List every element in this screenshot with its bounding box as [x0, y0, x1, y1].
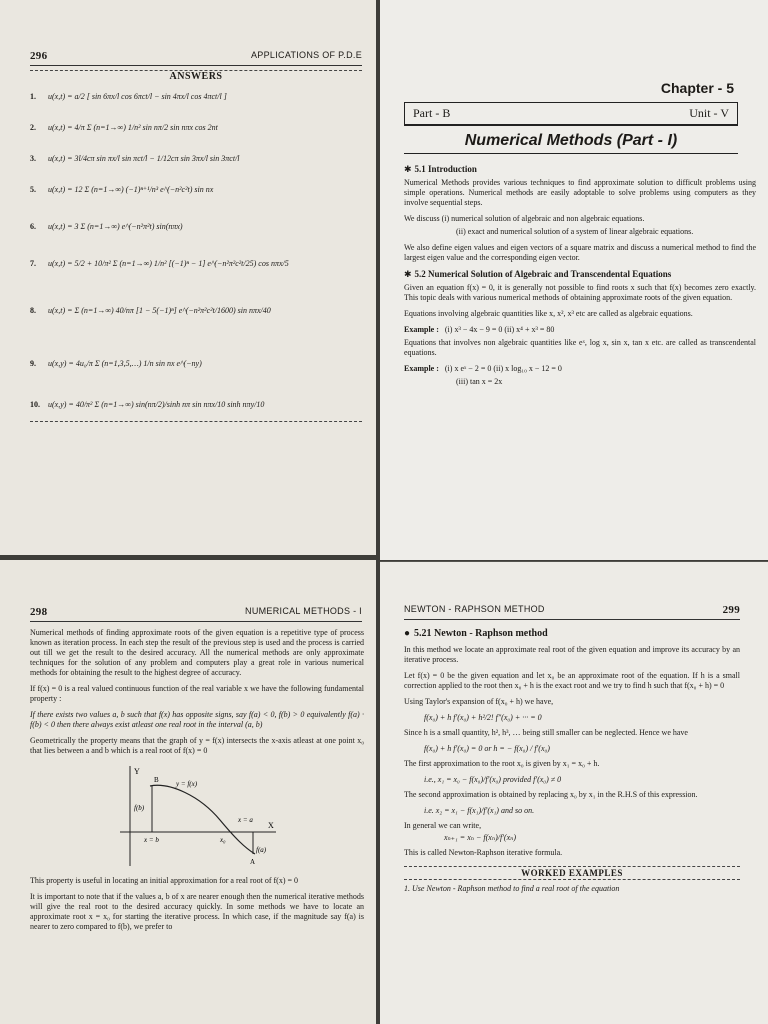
paragraph: This is called Newton-Raphson iterative formula. — [404, 848, 563, 857]
example-line: (iii) tan x = 2x — [456, 377, 503, 386]
formula: i.e. x₂ = x₁ − f(x₁)/f′(x₁) and so on. — [424, 806, 535, 815]
answer-item: 5. u(x,t) = 12 Σ (n=1→∞) (−1)ⁿ⁺¹/n³ e^(−n²c²t) sin nx — [30, 185, 214, 194]
paragraph: We discuss (i) numerical solution of algebraic and non algebraic equations. — [404, 214, 645, 223]
formula: i.e., x₁ = x₀ − f(x₀)/f′(x₀) provided f′(x₀) ≠ 0 — [424, 775, 562, 784]
running-head-text: NEWTON - RAPHSON METHOD — [404, 604, 545, 614]
paragraph: It is important to note that if the values a, b of x are nearer enough then the numerical iterative methods will give the real root to the desired accuracy quickly. In some methods we have to locate an approximate root x = x₀ for starting the iterative process. In which case, if the magnitude say f(a) is nearer to zero compared to f(b), we prefer to — [30, 892, 364, 931]
paragraph: 1. Use Newton - Raphson method to find a real root of the equation — [404, 884, 620, 893]
paragraph: Equations that involves non algebraic quantities like eˣ, log x, sin x, tan x etc. are called as transcendental equations. — [404, 338, 756, 357]
answers-list — [30, 92, 362, 409]
answer-item: 3. u(x,t) = 3l/4cπ sin πx/l sin πct/l − 1/12cπ sin 3πx/l sin 3πct/l — [30, 154, 240, 163]
answer-item: 10. u(x,y) = 40/π² Σ (n=1→∞) sin(nπ/2)/sinh nπ sin nπx/10 sinh nπy/10 — [30, 400, 265, 409]
page-299 — [380, 562, 768, 1024]
chapter-title: Numerical Methods (Part - I) — [404, 132, 738, 154]
example-line: Example : (i) x³ − 4x − 9 = 0 (ii) x⁴ + x³ = 80 — [404, 325, 555, 334]
running-head-text: APPLICATIONS OF P.D.E — [251, 50, 362, 60]
y-axis-label: Y — [134, 767, 140, 776]
paragraph: In this method we locate an approximate real root of the given equation and improve its accuracy by an iterative process. — [404, 645, 740, 664]
page-296 — [0, 0, 376, 555]
root-diagram — [110, 762, 280, 870]
paragraph: If there exists two values a, b such that f(x) has opposite signs, say f(a) < 0, f(b) > 0 equivalently f(a) · f(b) < 0 then there always exist atleast one real root in the interval (a, b) — [30, 710, 364, 729]
paragraph: (ii) exact and numerical solution of a system of linear algebraic equations. — [456, 227, 694, 236]
x-axis-label: X — [268, 821, 274, 830]
section-heading: ✱ 5.1 Introduction — [404, 164, 477, 174]
running-head-text: NUMERICAL METHODS - I — [245, 606, 362, 616]
point-b-label: B — [154, 776, 159, 784]
answers-title: ANSWERS — [169, 71, 223, 82]
page-298 — [0, 560, 376, 1024]
root-figure — [110, 762, 280, 870]
paragraph: Equations involving algebraic quantities like x, x², x³ etc are called as algebraic equations. — [404, 309, 693, 318]
x0-label: x₀ — [220, 836, 226, 844]
worked-examples-heading: WORKED EXAMPLES — [404, 866, 740, 880]
chapter-label: Chapter - 5 — [660, 80, 734, 96]
paragraph: Let f(x) = 0 be the given equation and let x₀ be an approximate root of the equation. If h is a small correction applied to the root then x₀ + h is the exact root and we try to find h such that f(x₀ + h) = 0 — [404, 671, 740, 690]
paragraph: Geometrically the property means that the graph of y = f(x) intersects the x-axis atleast at one point x₀ that lies between a and b which is a real root of f(x) = 0 — [30, 736, 364, 755]
xa-label: x = a — [238, 816, 253, 824]
paragraph: Numerical methods of finding approximate roots of the given equation is a repetitive type of process known as iteration process. In each step the result of the previous step is used and the process is carried out till we get the result to the desired accuracy. All the numerical methods are only approximate techniques for the solution of any problem and computers play a great role in various numerical methods for obtaining the result to the highest degree of accuracy. — [30, 628, 364, 677]
answer-item: 9. u(x,y) = 4u₀/π Σ (n=1,3,5,…) 1/n sin nx e^(−ny) — [30, 359, 202, 368]
answer-item: 7. u(x,t) = 5/2 + 10/π² Σ (n=1→∞) 1/n² [(−1)ⁿ − 1] e^(−n²π²c²t/25) cos nπx/5 — [30, 259, 289, 268]
part-label: Part - B — [413, 106, 451, 120]
unit-label: Unit - V — [689, 106, 729, 120]
paragraph: If f(x) = 0 is a real valued continuous function of the real variable x we have the following fundamental property : — [30, 684, 364, 703]
formula: f(x₀) + h f′(x₀) = 0 or h = − f(x₀) / f′(x₀) — [424, 744, 550, 753]
paragraph: We also define eigen values and eigen vectors of a square matrix and discuss a numerical method to find the largest eigen value and the corresponding eigen vector. — [404, 243, 756, 262]
formula: xₙ₊₁ = xₙ − f(xₙ)/f′(xₙ) — [444, 833, 517, 842]
answer-item: 6. u(x,t) = 3 Σ (n=1→∞) e^(−n²π²t) sin(nπx) — [30, 222, 183, 231]
section-heading: ✱ 5.2 Numerical Solution of Algebraic and Transcendental Equations — [404, 269, 672, 279]
paragraph: The first approximation to the root x₀ is given by x₁ = x₀ + h. — [404, 759, 600, 768]
paragraph: Given an equation f(x) = 0, it is generally not possible to find roots x such that f(x) becomes zero exactly. This topic deals with various numerical methods of obtaining approximate roots of the given equation. — [404, 283, 756, 302]
answer-item: 8. u(x,t) = Σ (n=1→∞) 40/nπ [1 − 5(−1)ⁿ] e^(−n²π²c²t/1600) sin nπx/40 — [30, 306, 271, 315]
fa-label: f(a) — [256, 846, 267, 854]
point-a-label: A — [250, 858, 256, 866]
formula: f(x₀) + h f′(x₀) + h²/2! f″(x₀) + ··· = 0 — [424, 713, 542, 722]
section-heading: ● 5.21 Newton - Raphson method — [404, 628, 548, 639]
xb-label: x = b — [144, 836, 159, 844]
page-297 — [380, 0, 768, 560]
page-number: 296 — [30, 50, 48, 62]
paragraph: This property is useful in locating an initial approximation for a real root of f(x) = 0 — [30, 876, 298, 885]
running-head — [404, 604, 740, 620]
running-head — [30, 50, 362, 66]
fb-label: f(b) — [134, 804, 145, 812]
part-bar — [404, 102, 738, 126]
curve-label: y = f(x) — [176, 780, 198, 788]
divider — [30, 421, 362, 422]
running-head — [30, 606, 362, 622]
paragraph: Numerical Methods provides various techniques to find approximate solution to difficult problems using simple operations. Numerical methods are easily adoptable to solve problems using computers as they involve sequential steps. — [404, 178, 756, 207]
page-number: 298 — [30, 606, 48, 618]
answer-item: 1. u(x,t) = a/2 [ sin 6πx/l cos 6πct/l − sin 4πx/l cos 4πct/l ] — [30, 92, 227, 101]
paragraph: Since h is a small quantity, h², h³, … being still smaller can be neglected. Hence we have — [404, 728, 688, 737]
answer-item: 2. u(x,t) = 4/π Σ (n=1→∞) 1/n² sin nπ/2 sin nπx cos 2nt — [30, 123, 218, 132]
page-number: 299 — [722, 604, 740, 616]
paragraph: The second approximation is obtained by replacing x₀ by x₁ in the R.H.S of this expression. — [404, 790, 698, 799]
paragraph: In general we can write, — [404, 821, 482, 830]
example-line: Example : (i) x eˣ − 2 = 0 (ii) x log₁₀ x − 12 = 0 — [404, 364, 562, 373]
paragraph: Using Taylor's expansion of f(x₀ + h) we have, — [404, 697, 554, 706]
